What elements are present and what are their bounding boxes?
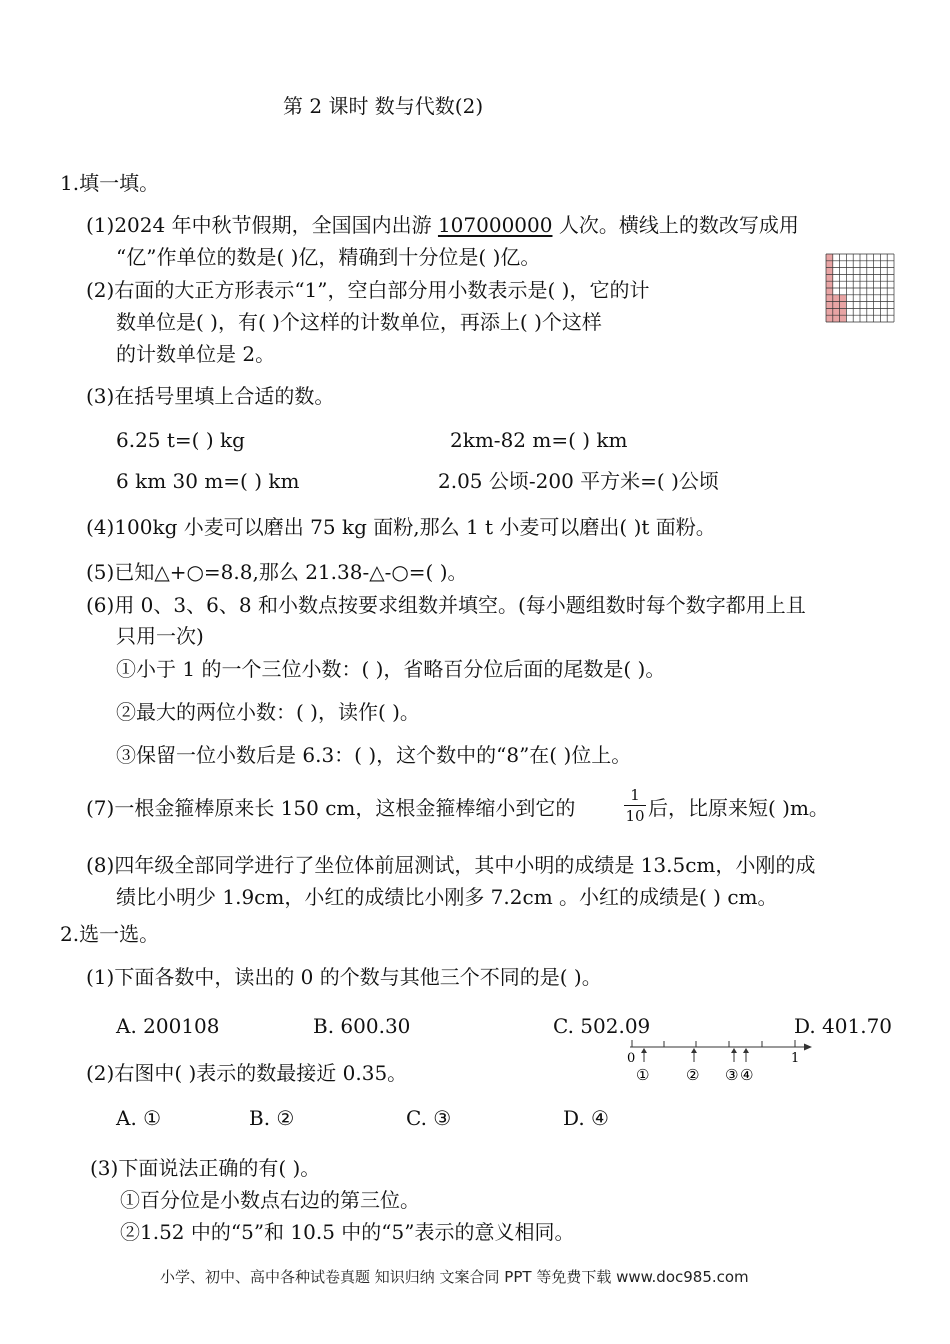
q7-after: 后，比原来短( )m。 — [648, 796, 829, 820]
numberline-marker-2: ② — [686, 1066, 700, 1084]
q2-line1: (2)右面的大正方形表示“1”，空白部分用小数表示是( )，它的计 — [86, 278, 650, 302]
q8-line2: 绩比小明少 1.9cm，小红的成绩比小刚多 7.2cm 。小红的成绩是( ) cm。 — [116, 885, 778, 909]
q7-before: (7)一根金箍棒原来长 150 cm，这根金箍棒缩小到它的 — [86, 796, 576, 820]
s2-q1-option-a: A. 200108 — [116, 1014, 220, 1038]
s2-q2: (2)右图中( )表示的数最接近 0.35。 — [86, 1061, 408, 1085]
q1-line2: “亿”作单位的数是( )亿，精确到十分位是( )亿。 — [116, 245, 541, 269]
section1-heading: 1.填一填。 — [60, 171, 160, 195]
s2-q2-option-d: D. ④ — [563, 1106, 609, 1130]
numberline-marker-4: ④ — [740, 1066, 754, 1084]
q3-b: 2km-82 m=( ) km — [450, 428, 628, 452]
s2-q2-option-c: C. ③ — [406, 1106, 452, 1130]
q1-prefix: (1)2024 年中秋节假期，全国国内出游 — [86, 213, 438, 237]
s2-q2-option-b: B. ② — [249, 1106, 295, 1130]
s2-q3-statement-1: ①百分位是小数点右边的第三位。 — [120, 1188, 420, 1212]
q7-fraction — [624, 786, 646, 825]
q1-line1 — [86, 212, 799, 238]
numberline-marker-1: ① — [636, 1066, 650, 1084]
numberline-label-0: 0 — [627, 1051, 636, 1066]
q6-line1: (6)用 0、3、6、8 和小数点按要求组数并填空。(每小题组数时每个数字都用上且 — [86, 593, 806, 617]
s2-q1-option-d: D. 401.70 — [794, 1014, 893, 1038]
q3-heading: (3)在括号里填上合适的数。 — [86, 384, 335, 408]
numberline-marker-3: ③ — [725, 1066, 739, 1084]
q2-line2: 数单位是( )，有( )个这样的计数单位，再添上( )个这样 — [116, 310, 602, 334]
q3-c: 6 km 30 m=( ) km — [116, 469, 300, 493]
q1-number: 107000000 — [437, 213, 553, 237]
q6-a: ①小于 1 的一个三位小数：( )，省略百分位后面的尾数是( )。 — [116, 657, 666, 681]
section2-heading: 2.选一选。 — [60, 922, 160, 946]
s2-q1-option-c: C. 502.09 — [553, 1014, 651, 1038]
q6-b: ②最大的两位小数：( )，读作( )。 — [116, 700, 420, 724]
s2-q1-option-b: B. 600.30 — [313, 1014, 411, 1038]
q2-line3: 的计数单位是 2。 — [116, 342, 276, 366]
q5: (5)已知△+○=8.8,那么 21.38-△-○=( )。 — [86, 560, 468, 584]
q1-suffix: 人次。横线上的数改写成用 — [552, 213, 799, 237]
q3-d: 2.05 公顷-200 平方米=( )公顷 — [438, 469, 719, 493]
s2-q3-statement-2: ②1.52 中的“5”和 10.5 中的“5”表示的意义相同。 — [120, 1220, 575, 1244]
s2-q2-option-a: A. ① — [116, 1106, 162, 1130]
q6-c: ③保留一位小数后是 6.3：( )，这个数中的“8”在( )位上。 — [116, 743, 632, 767]
numberline-label-1: 1 — [791, 1051, 800, 1066]
footer: 小学、初中、高中各种试卷真题 知识归纳 文案合同 PPT 等免费下载 www.doc985.com — [160, 1268, 749, 1286]
number-line — [620, 1036, 820, 1086]
s2-q3: (3)下面说法正确的有( )。 — [90, 1156, 321, 1180]
q3-a: 6.25 t=( ) kg — [116, 428, 245, 452]
q7-fraction-denominator: 10 — [625, 807, 645, 825]
q6-line2: 只用一次) — [116, 624, 204, 648]
q7-fraction-numerator: 1 — [630, 786, 640, 804]
page-title: 第 2 课时 数与代数(2) — [283, 94, 484, 118]
q8-line1: (8)四年级全部同学进行了坐位体前屈测试，其中小明的成绩是 13.5cm，小刚的成 — [86, 853, 816, 877]
s2-q1: (1)下面各数中，读出的 0 的个数与其他三个不同的是( )。 — [86, 965, 602, 989]
hundred-grid-figure — [825, 253, 897, 323]
q4: (4)100kg 小麦可以磨出 75 kg 面粉,那么 1 t 小麦可以磨出( )t 面粉。 — [86, 515, 716, 539]
